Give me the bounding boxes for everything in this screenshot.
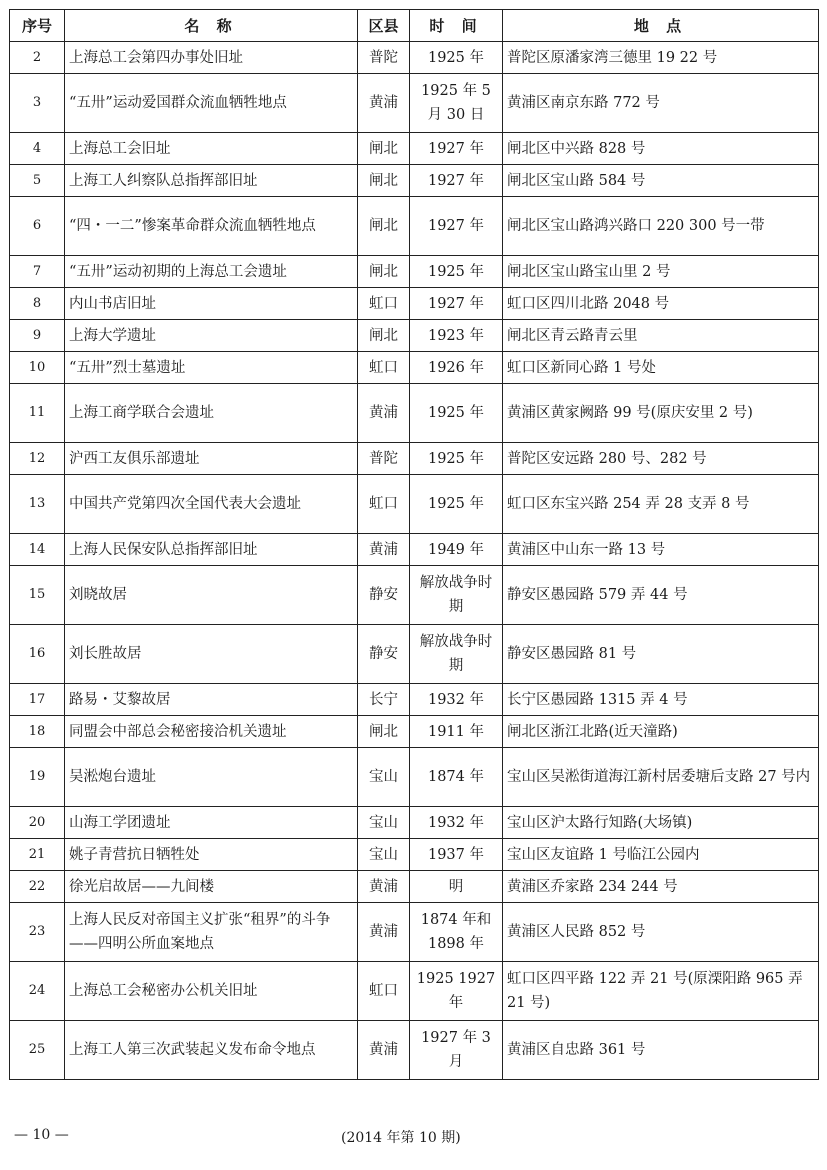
cell-district: 静安: [358, 625, 410, 684]
cell-district: 普陀: [358, 443, 410, 475]
cell-address: 长宁区愚园路 1315 弄 4 号: [503, 684, 819, 716]
cell-num: 10: [10, 352, 65, 384]
cell-name: 上海工人纠察队总指挥部旧址: [65, 165, 358, 197]
table-row: [10, 962, 819, 1021]
header-district: 区县: [358, 10, 410, 42]
cell-num: 8: [10, 288, 65, 320]
table-row: [10, 165, 819, 197]
cell-district: 宝山: [358, 839, 410, 871]
cell-time: 1927 年: [410, 197, 503, 256]
cell-name: 沪西工友俱乐部遗址: [65, 443, 358, 475]
cell-name: 吴淞炮台遗址: [65, 748, 358, 807]
cell-district: 闸北: [358, 716, 410, 748]
cell-time: 1911 年: [410, 716, 503, 748]
table-row: [10, 475, 819, 534]
table-row: [10, 443, 819, 475]
cell-district: 虹口: [358, 352, 410, 384]
page-number: — 10 —: [14, 1127, 69, 1143]
table-row: [10, 352, 819, 384]
cell-address: 黄浦区南京东路 772 号: [503, 74, 819, 133]
cell-num: 18: [10, 716, 65, 748]
cell-address: 黄浦区人民路 852 号: [503, 903, 819, 962]
cell-time: 1925 年: [410, 42, 503, 74]
cell-address: 黄浦区黄家阙路 99 号(原庆安里 2 号): [503, 384, 819, 443]
cell-district: 长宁: [358, 684, 410, 716]
cell-name: 上海人民反对帝国主义扩张“租界”的斗争——四明公所血案地点: [65, 903, 358, 962]
table-row: [10, 1021, 819, 1080]
cell-address: 闸北区中兴路 828 号: [503, 133, 819, 165]
cell-time: 1932 年: [410, 807, 503, 839]
cell-num: 24: [10, 962, 65, 1021]
table-row: [10, 534, 819, 566]
cell-time: 1932 年: [410, 684, 503, 716]
cell-num: 12: [10, 443, 65, 475]
cell-time: 1874 年: [410, 748, 503, 807]
cell-district: 闸北: [358, 197, 410, 256]
cell-num: 4: [10, 133, 65, 165]
cell-name: “五卅”运动爱国群众流血牺牲地点: [65, 74, 358, 133]
cell-num: 5: [10, 165, 65, 197]
cell-name: 上海人民保安队总指挥部旧址: [65, 534, 358, 566]
cell-name: 同盟会中部总会秘密接洽机关遗址: [65, 716, 358, 748]
table-row: [10, 42, 819, 74]
table-header-row: [10, 10, 819, 42]
cell-address: 静安区愚园路 81 号: [503, 625, 819, 684]
cell-district: 黄浦: [358, 1021, 410, 1080]
cell-district: 黄浦: [358, 74, 410, 133]
table-row: [10, 903, 819, 962]
cell-time: 1874 年和 1898 年: [410, 903, 503, 962]
cell-address: 闸北区宝山路鸿兴路口 220 300 号一带: [503, 197, 819, 256]
header-time: 时 间: [410, 10, 503, 42]
table-row: [10, 133, 819, 165]
cell-time: 1926 年: [410, 352, 503, 384]
cell-num: 15: [10, 566, 65, 625]
cell-name: 刘晓故居: [65, 566, 358, 625]
cell-district: 普陀: [358, 42, 410, 74]
cell-time: 1925 年: [410, 475, 503, 534]
header-address: 地 点: [503, 10, 819, 42]
cell-address: 闸北区浙江北路(近天潼路): [503, 716, 819, 748]
cell-time: 1925 1927 年: [410, 962, 503, 1021]
cell-time: 1927 年: [410, 133, 503, 165]
cell-address: 黄浦区乔家路 234 244 号: [503, 871, 819, 903]
cell-name: “五卅”烈士墓遗址: [65, 352, 358, 384]
cell-num: 23: [10, 903, 65, 962]
cell-district: 虹口: [358, 962, 410, 1021]
table-row: [10, 716, 819, 748]
cell-address: 虹口区新同心路 1 号处: [503, 352, 819, 384]
cell-district: 黄浦: [358, 534, 410, 566]
cell-district: 宝山: [358, 807, 410, 839]
cell-name: 内山书店旧址: [65, 288, 358, 320]
cell-name: 上海工商学联合会遗址: [65, 384, 358, 443]
cell-address: 普陀区原潘家湾三德里 19 22 号: [503, 42, 819, 74]
cell-address: 虹口区东宝兴路 254 弄 28 支弄 8 号: [503, 475, 819, 534]
cell-address: 闸北区宝山路 584 号: [503, 165, 819, 197]
cell-time: 1925 年 5 月 30 日: [410, 74, 503, 133]
cell-name: “五卅”运动初期的上海总工会遗址: [65, 256, 358, 288]
cell-num: 2: [10, 42, 65, 74]
cell-name: 上海大学遗址: [65, 320, 358, 352]
table-row: [10, 288, 819, 320]
cell-time: 1937 年: [410, 839, 503, 871]
cell-name: 路易・艾黎故居: [65, 684, 358, 716]
cell-district: 闸北: [358, 256, 410, 288]
cell-name: 刘长胜故居: [65, 625, 358, 684]
cell-district: 闸北: [358, 133, 410, 165]
cell-num: 3: [10, 74, 65, 133]
cell-time: 解放战争时期: [410, 625, 503, 684]
cell-name: 中国共产党第四次全国代表大会遗址: [65, 475, 358, 534]
table-row: [10, 566, 819, 625]
table-row: [10, 748, 819, 807]
cell-address: 宝山区沪太路行知路(大场镇): [503, 807, 819, 839]
cell-district: 黄浦: [358, 871, 410, 903]
cell-address: 普陀区安远路 280 号、282 号: [503, 443, 819, 475]
cell-time: 1923 年: [410, 320, 503, 352]
cell-num: 22: [10, 871, 65, 903]
cell-name: 上海总工会秘密办公机关旧址: [65, 962, 358, 1021]
cell-time: 1925 年: [410, 384, 503, 443]
cell-address: 静安区愚园路 579 弄 44 号: [503, 566, 819, 625]
cell-name: 徐光启故居——九间楼: [65, 871, 358, 903]
cell-address: 闸北区宝山路宝山里 2 号: [503, 256, 819, 288]
cell-num: 25: [10, 1021, 65, 1080]
cell-num: 7: [10, 256, 65, 288]
table-row: [10, 684, 819, 716]
cell-address: 黄浦区中山东一路 13 号: [503, 534, 819, 566]
cell-district: 虹口: [358, 475, 410, 534]
table-row: [10, 384, 819, 443]
cell-name: 山海工学团遗址: [65, 807, 358, 839]
issue-label: (2014 年第 10 期): [341, 1130, 461, 1146]
cell-district: 虹口: [358, 288, 410, 320]
table-row: [10, 256, 819, 288]
table-row: [10, 839, 819, 871]
table-row: [10, 807, 819, 839]
cell-num: 20: [10, 807, 65, 839]
cell-num: 16: [10, 625, 65, 684]
table-body: [10, 42, 819, 1080]
cell-time: 1925 年: [410, 256, 503, 288]
cell-district: 宝山: [358, 748, 410, 807]
cell-time: 1949 年: [410, 534, 503, 566]
cell-name: 上海总工会第四办事处旧址: [65, 42, 358, 74]
cell-district: 黄浦: [358, 384, 410, 443]
cell-num: 21: [10, 839, 65, 871]
heritage-sites-table: [9, 9, 819, 1080]
cell-address: 黄浦区自忠路 361 号: [503, 1021, 819, 1080]
cell-district: 黄浦: [358, 903, 410, 962]
table-row: [10, 74, 819, 133]
cell-address: 宝山区友谊路 1 号临江公园内: [503, 839, 819, 871]
cell-time: 1927 年: [410, 165, 503, 197]
cell-time: 1925 年: [410, 443, 503, 475]
cell-name: 上海总工会旧址: [65, 133, 358, 165]
table-row: [10, 625, 819, 684]
cell-name: 上海工人第三次武装起义发布命令地点: [65, 1021, 358, 1080]
cell-district: 闸北: [358, 165, 410, 197]
cell-num: 13: [10, 475, 65, 534]
cell-district: 闸北: [358, 320, 410, 352]
cell-num: 14: [10, 534, 65, 566]
cell-num: 9: [10, 320, 65, 352]
table-row: [10, 871, 819, 903]
cell-name: 姚子青营抗日牺牲处: [65, 839, 358, 871]
cell-address: 闸北区青云路青云里: [503, 320, 819, 352]
cell-num: 11: [10, 384, 65, 443]
cell-address: 虹口区四川北路 2048 号: [503, 288, 819, 320]
cell-time: 解放战争时期: [410, 566, 503, 625]
cell-num: 6: [10, 197, 65, 256]
header-name: 名 称: [65, 10, 358, 42]
cell-address: 宝山区吴淞街道海江新村居委塘后支路 27 号内: [503, 748, 819, 807]
table-row: [10, 197, 819, 256]
cell-time: 1927 年: [410, 288, 503, 320]
cell-time: 1927 年 3 月: [410, 1021, 503, 1080]
header-num: 序号: [10, 10, 65, 42]
cell-name: “四・一二”惨案革命群众流血牺牲地点: [65, 197, 358, 256]
cell-time: 明: [410, 871, 503, 903]
cell-num: 17: [10, 684, 65, 716]
cell-district: 静安: [358, 566, 410, 625]
cell-num: 19: [10, 748, 65, 807]
table-row: [10, 320, 819, 352]
cell-address: 虹口区四平路 122 弄 21 号(原溧阳路 965 弄 21 号): [503, 962, 819, 1021]
